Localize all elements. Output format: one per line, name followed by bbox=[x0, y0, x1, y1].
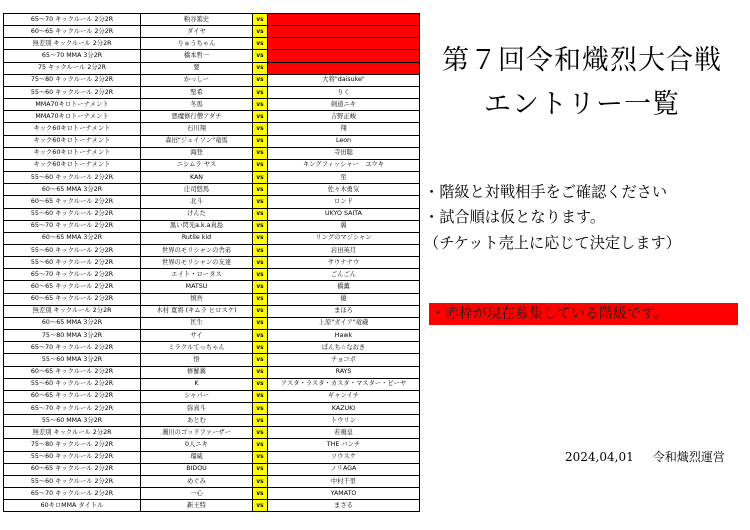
bout-class: 無差別 キックルール 2分2R bbox=[4, 305, 141, 317]
fighter-a: 黒い閃光a.k.a真島 bbox=[141, 220, 253, 232]
bout-class: 55～60 キックルール 2分2R bbox=[4, 208, 141, 220]
fighter-b: ノリAGA bbox=[268, 463, 420, 475]
vs-cell: vs bbox=[253, 123, 268, 135]
footer bbox=[565, 448, 725, 465]
fighter-a: 修羅翼 bbox=[141, 366, 253, 378]
fighter-a: 世界のモリシャンの舎弟 bbox=[141, 244, 253, 256]
vs-cell: vs bbox=[253, 172, 268, 184]
vs-cell: vs bbox=[253, 305, 268, 317]
bout-row bbox=[4, 488, 420, 500]
fighter-a: 悪魔修行僧アダチ bbox=[141, 111, 253, 123]
bout-class: 60キロMMA タイトル bbox=[4, 500, 141, 512]
bout-row bbox=[4, 135, 420, 147]
vs-cell: vs bbox=[253, 390, 268, 402]
fighter-a: 悟 bbox=[141, 354, 253, 366]
fighter-b: 若鶏皇 bbox=[268, 427, 420, 439]
vs-cell: vs bbox=[253, 184, 268, 196]
bout-class: 65～70 キックルール 2分2R bbox=[4, 14, 141, 26]
entry-table bbox=[3, 13, 420, 512]
bout-row bbox=[4, 208, 420, 220]
vs-cell: vs bbox=[253, 159, 268, 171]
vs-cell: vs bbox=[253, 220, 268, 232]
fighter-b: 上原"ガイア"竜蔵 bbox=[268, 317, 420, 329]
fighter-a: 濁川のゴッドファーザー bbox=[141, 427, 253, 439]
bout-row bbox=[4, 317, 420, 329]
bout-class: 65～70 キックルール 2分2R bbox=[4, 488, 141, 500]
vs-cell: vs bbox=[253, 62, 268, 74]
fighter-a: ダイヤ bbox=[141, 26, 253, 38]
fighter-b: ごんごん bbox=[268, 269, 420, 281]
vs-cell: vs bbox=[253, 366, 268, 378]
bout-row bbox=[4, 354, 420, 366]
vs-cell: vs bbox=[253, 269, 268, 281]
fighter-b: RAYS bbox=[268, 366, 420, 378]
bout-row bbox=[4, 111, 420, 123]
note-ticket-sales: （チケット売上に応じて決定します） bbox=[424, 234, 681, 252]
bout-row bbox=[4, 14, 420, 26]
bout-row bbox=[4, 475, 420, 487]
bout-class: 60～65 キックルール 2分2R bbox=[4, 390, 141, 402]
bout-class: 60～65 MMA 3分2R bbox=[4, 184, 141, 196]
bout-class: キック60キロトーナメント bbox=[4, 135, 141, 147]
bout-class: 60～65 キックルール 2分2R bbox=[4, 366, 141, 378]
fighter-b: トウリン bbox=[268, 415, 420, 427]
bout-class: 75～80 MMA 3分2R bbox=[4, 330, 141, 342]
vs-cell: vs bbox=[253, 208, 268, 220]
fighter-b: YAMATO bbox=[268, 488, 420, 500]
bout-class: 60～65 MMA 3分2R bbox=[4, 232, 141, 244]
fighter-a: 0人ニキ bbox=[141, 439, 253, 451]
vs-cell: vs bbox=[253, 26, 268, 38]
fighter-a: 匡生 bbox=[141, 317, 253, 329]
vs-cell: vs bbox=[253, 488, 268, 500]
bout-row bbox=[4, 403, 420, 415]
fighter-a: KAN bbox=[141, 172, 253, 184]
fighter-a: あとむ bbox=[141, 415, 253, 427]
event-subtitle: エントリー一覧 bbox=[484, 89, 680, 120]
bout-class: キック60キロトーナメント bbox=[4, 147, 141, 159]
bout-class: MMA70キロトーナメント bbox=[4, 99, 141, 111]
fighter-b: リングのマジシャン bbox=[268, 232, 420, 244]
fighter-a: 要 bbox=[141, 62, 253, 74]
bout-row bbox=[4, 330, 420, 342]
fighter-a: 聖希 bbox=[141, 86, 253, 98]
bout-row bbox=[4, 390, 420, 402]
footer-date: 2024,04,01 bbox=[565, 450, 634, 464]
fighter-b: りく bbox=[268, 86, 420, 98]
vs-cell: vs bbox=[253, 293, 268, 305]
bout-class: 55～60 キックルール 2分2R bbox=[4, 378, 141, 390]
bout-row bbox=[4, 62, 420, 74]
bout-row bbox=[4, 50, 420, 62]
fighter-b: KAZUKI bbox=[268, 403, 420, 415]
bout-class: 75～80 キックルール 2分2R bbox=[4, 74, 141, 86]
vs-cell: vs bbox=[253, 281, 268, 293]
bout-class: 65～70 キックルール 2分2R bbox=[4, 403, 141, 415]
vs-cell: vs bbox=[253, 342, 268, 354]
bout-row bbox=[4, 86, 420, 98]
fighter-b: アスタ・ラスタ・カスタ・マスター・ピーヤ bbox=[268, 378, 420, 390]
fighter-b: 優 bbox=[268, 293, 420, 305]
fighter-a: 世界のモリシャンの友達 bbox=[141, 257, 253, 269]
bout-class: 55～60 キックルール 2分2R bbox=[4, 86, 141, 98]
open-slot bbox=[268, 38, 420, 50]
fighter-b: ぱんち☆なおき bbox=[268, 342, 420, 354]
bout-row bbox=[4, 74, 420, 86]
fighter-b: ソウスケ bbox=[268, 451, 420, 463]
bout-row bbox=[4, 159, 420, 171]
fighter-b: 岩田英月 bbox=[268, 244, 420, 256]
bout-row bbox=[4, 415, 420, 427]
vs-cell: vs bbox=[253, 317, 268, 329]
vs-cell: vs bbox=[253, 38, 268, 50]
fighter-a: 海登 bbox=[141, 147, 253, 159]
fighter-b: まさる bbox=[268, 500, 420, 512]
bout-class: 60～65 キックルール 2分2R bbox=[4, 293, 141, 305]
vs-cell: vs bbox=[253, 257, 268, 269]
fighter-b: まほろ bbox=[268, 305, 420, 317]
vs-cell: vs bbox=[253, 14, 268, 26]
bout-class: 60～65 キックルール 2分2R bbox=[4, 26, 141, 38]
bout-class: 65～70 キックルール 2分2R bbox=[4, 220, 141, 232]
bout-row bbox=[4, 220, 420, 232]
bout-class: 75～80 キックルール 2分2R bbox=[4, 439, 141, 451]
vs-cell: vs bbox=[253, 86, 268, 98]
open-slot bbox=[268, 26, 420, 38]
bout-row bbox=[4, 281, 420, 293]
fighter-a: 橋本哲一 bbox=[141, 50, 253, 62]
bout-row bbox=[4, 269, 420, 281]
fighter-b: 橋薫 bbox=[268, 281, 420, 293]
fighter-a: 北斗 bbox=[141, 196, 253, 208]
fighter-b: 翔 bbox=[268, 123, 420, 135]
fighter-a: 粕谷篤史 bbox=[141, 14, 253, 26]
vs-cell: vs bbox=[253, 475, 268, 487]
bout-row bbox=[4, 147, 420, 159]
event-title: 第７回令和熾烈大合戦 bbox=[442, 45, 722, 76]
note-confirm-class: ・階級と対戦相手をご確認ください bbox=[424, 183, 667, 201]
bout-row bbox=[4, 427, 420, 439]
fighter-b: キングフィッシャー ユウキ bbox=[268, 159, 420, 171]
bout-row bbox=[4, 305, 420, 317]
vs-cell: vs bbox=[253, 415, 268, 427]
fighter-b: ロンド bbox=[268, 196, 420, 208]
fighter-a: かっしー bbox=[141, 74, 253, 86]
bout-class: 55～60 キックルール 2分2R bbox=[4, 451, 141, 463]
fighter-a: シャパー bbox=[141, 390, 253, 402]
bout-row bbox=[4, 257, 420, 269]
vs-cell: vs bbox=[253, 500, 268, 512]
fighter-a: 新王特 bbox=[141, 500, 253, 512]
footer-spacer bbox=[638, 450, 649, 464]
fighter-a: サイ bbox=[141, 330, 253, 342]
fighter-b: 大将"daisuke" bbox=[268, 74, 420, 86]
fighter-b: UKYO SAITA bbox=[268, 208, 420, 220]
vs-cell: vs bbox=[253, 135, 268, 147]
fighter-b: 寺田聡 bbox=[268, 147, 420, 159]
fighter-a: 慎吾 bbox=[141, 293, 253, 305]
fighter-b: ギャンイチ bbox=[268, 390, 420, 402]
bout-class: 65～70 キックルール 2分2R bbox=[4, 342, 141, 354]
bout-row bbox=[4, 366, 420, 378]
fighter-b: 至 bbox=[268, 172, 420, 184]
bout-row bbox=[4, 172, 420, 184]
fighter-a: エイト・ロータス bbox=[141, 269, 253, 281]
bout-row bbox=[4, 184, 420, 196]
bout-row bbox=[4, 293, 420, 305]
bout-class: 無差別 キックルール 2分2R bbox=[4, 38, 141, 50]
entry-table-body bbox=[4, 14, 420, 512]
bout-row bbox=[4, 99, 420, 111]
bout-row bbox=[4, 232, 420, 244]
fighter-b: Hawk bbox=[268, 330, 420, 342]
vs-cell: vs bbox=[253, 50, 268, 62]
bout-row bbox=[4, 26, 420, 38]
fighter-b: THE バンチ bbox=[268, 439, 420, 451]
fighter-a: 木村 寛将 (キムラ ヒロスケ) bbox=[141, 305, 253, 317]
bout-class: 60～65 キックルール 2分2R bbox=[4, 463, 141, 475]
fighter-a: MATSU bbox=[141, 281, 253, 293]
fighter-a: 一心 bbox=[141, 488, 253, 500]
vs-cell: vs bbox=[253, 451, 268, 463]
bout-row bbox=[4, 500, 420, 512]
bout-class: 55～60 キックルール 2分2R bbox=[4, 475, 141, 487]
vs-cell: vs bbox=[253, 111, 268, 123]
bout-row bbox=[4, 342, 420, 354]
fighter-b: 中村千里 bbox=[268, 475, 420, 487]
fighter-b: 佐々木勇気 bbox=[268, 184, 420, 196]
open-slot bbox=[268, 50, 420, 62]
bout-class: 55～60 キックルール 2分2R bbox=[4, 257, 141, 269]
bout-class: キック60キロトーナメント bbox=[4, 159, 141, 171]
fighter-b: Leon bbox=[268, 135, 420, 147]
open-slot-legend: ・赤枠が現在募集している階級です。 bbox=[429, 303, 738, 325]
vs-cell: vs bbox=[253, 354, 268, 366]
bout-class: 75 キックルール 2分2R bbox=[4, 62, 141, 74]
fighter-a: 庄司悠馬 bbox=[141, 184, 253, 196]
fighter-a: K bbox=[141, 378, 253, 390]
vs-cell: vs bbox=[253, 330, 268, 342]
bout-class: 55～60 キックルール 2分2R bbox=[4, 244, 141, 256]
bout-class: 60～65 MMA 3分2R bbox=[4, 317, 141, 329]
bout-row bbox=[4, 439, 420, 451]
fighter-b: 吉野正峻 bbox=[268, 111, 420, 123]
bout-row bbox=[4, 38, 420, 50]
open-slot bbox=[268, 62, 420, 74]
fighter-b: サウナナウ bbox=[268, 257, 420, 269]
bout-class: 60～65 キックルール 2分2R bbox=[4, 196, 141, 208]
fighter-a: ミラクルてっちゃん bbox=[141, 342, 253, 354]
open-slot bbox=[268, 14, 420, 26]
vs-cell: vs bbox=[253, 99, 268, 111]
bout-row bbox=[4, 123, 420, 135]
fighter-a: 石川翔 bbox=[141, 123, 253, 135]
bout-row bbox=[4, 378, 420, 390]
bout-class: 55～60 MMA 3分2R bbox=[4, 354, 141, 366]
vs-cell: vs bbox=[253, 232, 268, 244]
bout-class: 無差別 キックルール 2分2R bbox=[4, 427, 141, 439]
fighter-a: 森田"ジェイソン"竜馬 bbox=[141, 135, 253, 147]
bout-row bbox=[4, 451, 420, 463]
vs-cell: vs bbox=[253, 378, 268, 390]
fighter-a: りゅうちゃん bbox=[141, 38, 253, 50]
fighter-a: 弥真斗 bbox=[141, 403, 253, 415]
fighter-b: 翼 bbox=[268, 220, 420, 232]
vs-cell: vs bbox=[253, 463, 268, 475]
footer-organizer: 令和熾烈運営 bbox=[652, 450, 725, 464]
bout-row bbox=[4, 463, 420, 475]
fighter-a: けんた bbox=[141, 208, 253, 220]
bout-class: 65～70 キックルール 2分2R bbox=[4, 269, 141, 281]
note-order-tentative: ・試合順は仮となります。 bbox=[424, 208, 606, 226]
bout-row bbox=[4, 196, 420, 208]
bout-row bbox=[4, 244, 420, 256]
fighter-a: ニシムラ ヤス bbox=[141, 159, 253, 171]
fighter-a: BIDOU bbox=[141, 463, 253, 475]
bout-class: 55～60 MMA 3分2R bbox=[4, 415, 141, 427]
vs-cell: vs bbox=[253, 427, 268, 439]
fighter-a: 瑠威 bbox=[141, 451, 253, 463]
bout-class: MMA70キロトーナメント bbox=[4, 111, 141, 123]
vs-cell: vs bbox=[253, 74, 268, 86]
bout-class: 65～70 MMA 3分2R bbox=[4, 50, 141, 62]
vs-cell: vs bbox=[253, 403, 268, 415]
fighter-b: 剣道ニキ bbox=[268, 99, 420, 111]
fighter-a: Rutile kid bbox=[141, 232, 253, 244]
fighter-b: チョコボ bbox=[268, 354, 420, 366]
bout-class: キック60キロトーナメント bbox=[4, 123, 141, 135]
bout-class: 60～65 キックルール 2分2R bbox=[4, 281, 141, 293]
vs-cell: vs bbox=[253, 147, 268, 159]
fighter-a: めぐみ bbox=[141, 475, 253, 487]
vs-cell: vs bbox=[253, 244, 268, 256]
vs-cell: vs bbox=[253, 196, 268, 208]
bout-class: 55～60 キックルール 2分2R bbox=[4, 172, 141, 184]
fighter-a: 冬馬 bbox=[141, 99, 253, 111]
vs-cell: vs bbox=[253, 439, 268, 451]
